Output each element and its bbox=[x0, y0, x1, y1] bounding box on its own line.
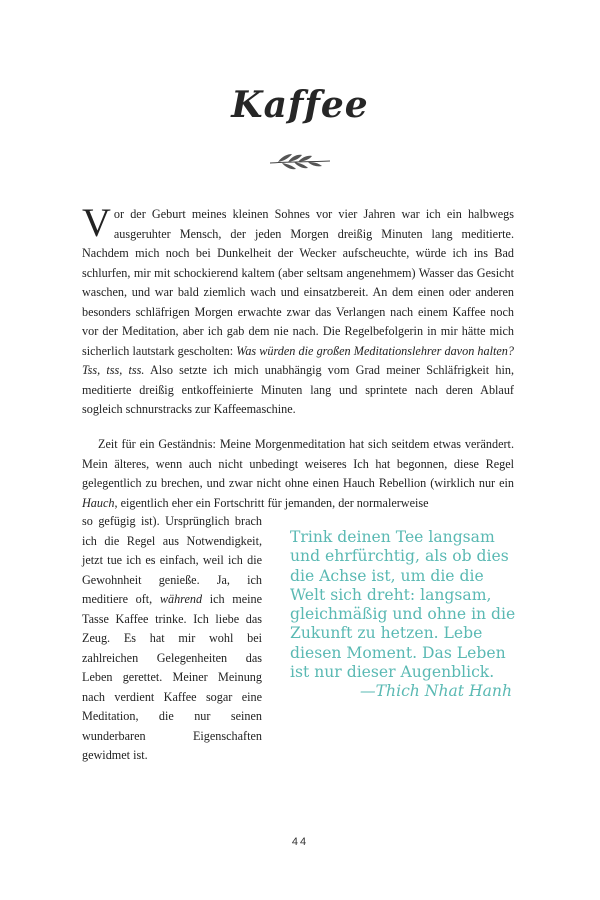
paragraph-text: so gefügig ist). Ursprünglich brach ich die Regel aus Notwendigkeit, jetzt tue ich es einfach, weil ich die Gewohnheit genieße. Ja, ich meditiere oft, bbox=[82, 514, 262, 606]
sprig-of-leaves-icon bbox=[268, 150, 332, 174]
paragraph-text: Zeit für ein Geständnis: Meine Morgenmeditation hat sich seitdem etwas verändert. Mein älteres, wenn auch nicht unbedingt weiseres Ich hat begonnen, diese Regel gelegentlich zu brechen, und zwar nicht ohne einen Hauch Rebellion (wirklich nur ein bbox=[82, 437, 514, 490]
italic-phrase: Was würden die großen Meditationslehrer davon halten? Tss, tss, tss. bbox=[82, 343, 514, 377]
quote-text: Trink deinen Tee langsam und ehrfürchtig, als ob dies die Achse ist, um die die Welt sich dreht: langsam, gleichmäßig und ohne in die Zukunft zu hetzen. Lebe diesen Moment. Das Leben ist nur dieser Augenblick. bbox=[290, 528, 516, 682]
paragraph-confession bbox=[82, 435, 514, 513]
italic-word: während bbox=[159, 592, 203, 606]
paragraph-text: Also setzte ich mich unabhängig vom Grad meiner Schläfrigkeit hin, meditierte dreißig entkoffeinierte Minuten lang und sprintete nach deren Ablauf sogleich schnurstracks zur Kaffeemaschine. bbox=[82, 363, 514, 416]
paragraph-intro bbox=[82, 200, 514, 420]
paragraph-text: ich meine Tasse Kaffee trinke. Ich liebe das Zeug. Es hat mir wohl bei zahlreichen Gelegenheiten das Leben gerettet. Meiner Meinung nach verdient Kaffee sogar eine Meditation, die nur seinen wunderbaren Eigenschaften gewidmet ist. bbox=[82, 592, 262, 762]
paragraph-text: or der Geburt meines kleinen Sohnes vor vier Jahren war ich ein halbwegs ausgeruhter Mensch, der jeden Morgen dreißig Minuten lang meditierte. Nachdem mich noch bei Dunkelheit der Wecker aufscheuchte, würde ich ins Bad schlurfen, mir mit schockierend kaltem (aber seltsam angenehmem) Wasser das Gesicht waschen, und war bald ziemlich wach und einsatzbereit. An dem einen oder anderen besonders schläfrigen Morgen erwachte zwar das Verlangen nach einem Kaffee noch vor der Meditation, aber ich gab dem nie nach. Die Regelbefolgerin in mir hätte mich sicherlich lautstark gescholten: bbox=[82, 207, 514, 358]
paragraph-confession-continued bbox=[82, 512, 262, 766]
page-title: Kaffee bbox=[231, 84, 369, 126]
paragraph-text: , eigentlich eher ein Fortschritt für jemanden, der normalerweise bbox=[114, 495, 429, 510]
page-number: 44 bbox=[291, 836, 309, 848]
italic-word: Hauch bbox=[82, 495, 115, 510]
pull-quote bbox=[290, 528, 516, 702]
quote-attribution: —Thich Nhat Hanh bbox=[360, 682, 512, 701]
drop-cap: V bbox=[82, 200, 111, 245]
